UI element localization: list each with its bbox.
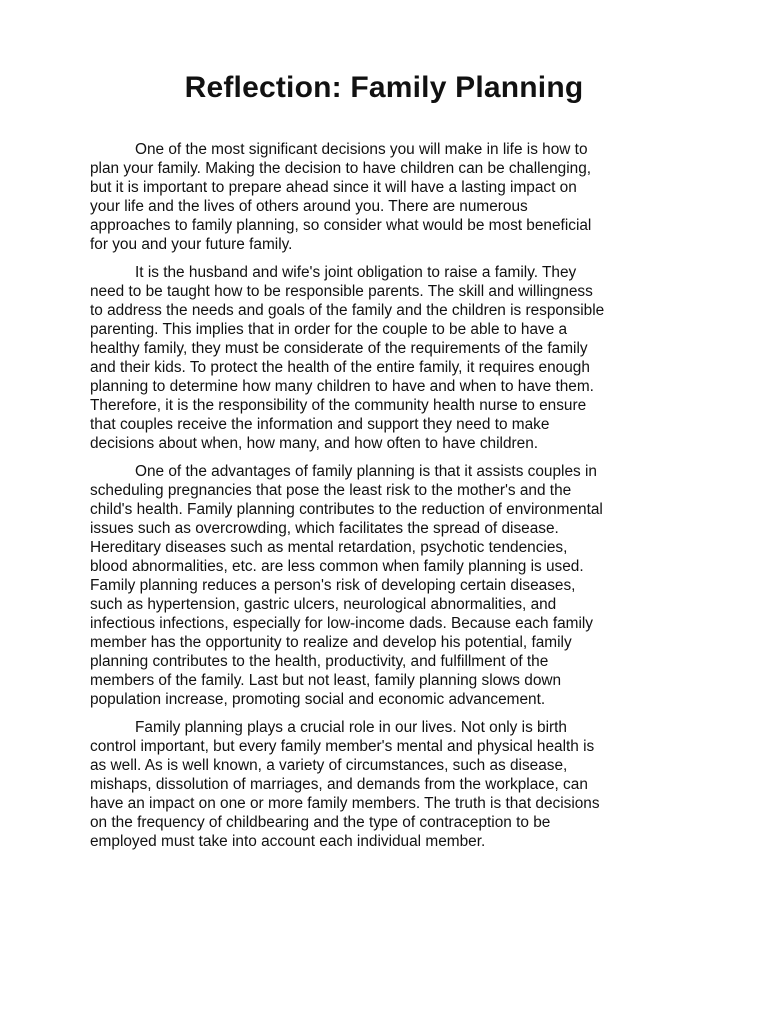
text-line: as well. As is well known, a variety of circumstances, such as disease,: [90, 757, 568, 774]
paragraph-2: [90, 263, 690, 453]
paragraph-4: [90, 718, 690, 851]
text-line: decisions about when, how many, and how often to have children.: [90, 435, 539, 452]
text-line: parenting. This implies that in order for the couple to be able to have a: [90, 321, 568, 338]
text-line: approaches to family planning, so consider what would be most beneficial: [90, 217, 592, 234]
text-line: mishaps, dissolution of marriages, and demands from the workplace, can: [90, 776, 588, 793]
text-line: plan your family. Making the decision to have children can be challenging,: [90, 160, 592, 177]
text-line: on the frequency of childbearing and the type of contraception to be: [90, 814, 551, 831]
text-line: population increase, promoting social and economic advancement.: [90, 691, 546, 708]
text-line: Family planning plays a crucial role in our lives. Not only is birth: [135, 719, 567, 736]
text-line: infectious infections, especially for low-income dads. Because each family: [90, 615, 594, 632]
document-title: Reflection: Family Planning: [184, 71, 584, 104]
document-body: [90, 140, 690, 860]
text-line: healthy family, they must be considerate of the requirements of the family: [90, 340, 588, 357]
text-line: that couples receive the information and support they need to make: [90, 416, 550, 433]
text-line: control important, but every family member's mental and physical health is: [90, 738, 595, 755]
paragraph-3: [90, 462, 690, 709]
text-line: your life and the lives of others around you. There are numerous: [90, 198, 528, 215]
text-line: member has the opportunity to realize and develop his potential, family: [90, 634, 572, 651]
text-line: for you and your future family.: [90, 236, 293, 253]
text-line: and their kids. To protect the health of the entire family, it requires enough: [90, 359, 590, 376]
text-line: One of the most significant decisions you will make in life is how to: [135, 141, 588, 158]
text-line: planning contributes to the health, productivity, and fulfillment of the: [90, 653, 549, 670]
text-line: issues such as overcrowding, which facilitates the spread of disease.: [90, 520, 559, 537]
text-line: blood abnormalities, etc. are less common when family planning is used.: [90, 558, 584, 575]
text-line: It is the husband and wife's joint obligation to raise a family. They: [135, 264, 577, 281]
text-line: planning to determine how many children to have and when to have them.: [90, 378, 594, 395]
text-line: child's health. Family planning contributes to the reduction of environmental: [90, 501, 603, 518]
text-line: to address the needs and goals of the family and the children is responsible: [90, 302, 605, 319]
text-line: have an impact on one or more family members. The truth is that decisions: [90, 795, 600, 812]
text-line: members of the family. Last but not least, family planning slows down: [90, 672, 562, 689]
text-line: employed must take into account each individual member.: [90, 833, 486, 850]
text-line: Family planning reduces a person's risk of developing certain diseases,: [90, 577, 576, 594]
text-line: need to be taught how to be responsible parents. The skill and willingness: [90, 283, 593, 300]
text-line: scheduling pregnancies that pose the least risk to the mother's and the: [90, 482, 572, 499]
text-line: but it is important to prepare ahead since it will have a lasting impact on: [90, 179, 577, 196]
text-line: Hereditary diseases such as mental retardation, psychotic tendencies,: [90, 539, 568, 556]
text-line: such as hypertension, gastric ulcers, neurological abnormalities, and: [90, 596, 557, 613]
paragraph-1: [90, 140, 690, 254]
text-line: Therefore, it is the responsibility of the community health nurse to ensure: [90, 397, 587, 414]
text-line: One of the advantages of family planning is that it assists couples in: [135, 463, 597, 480]
